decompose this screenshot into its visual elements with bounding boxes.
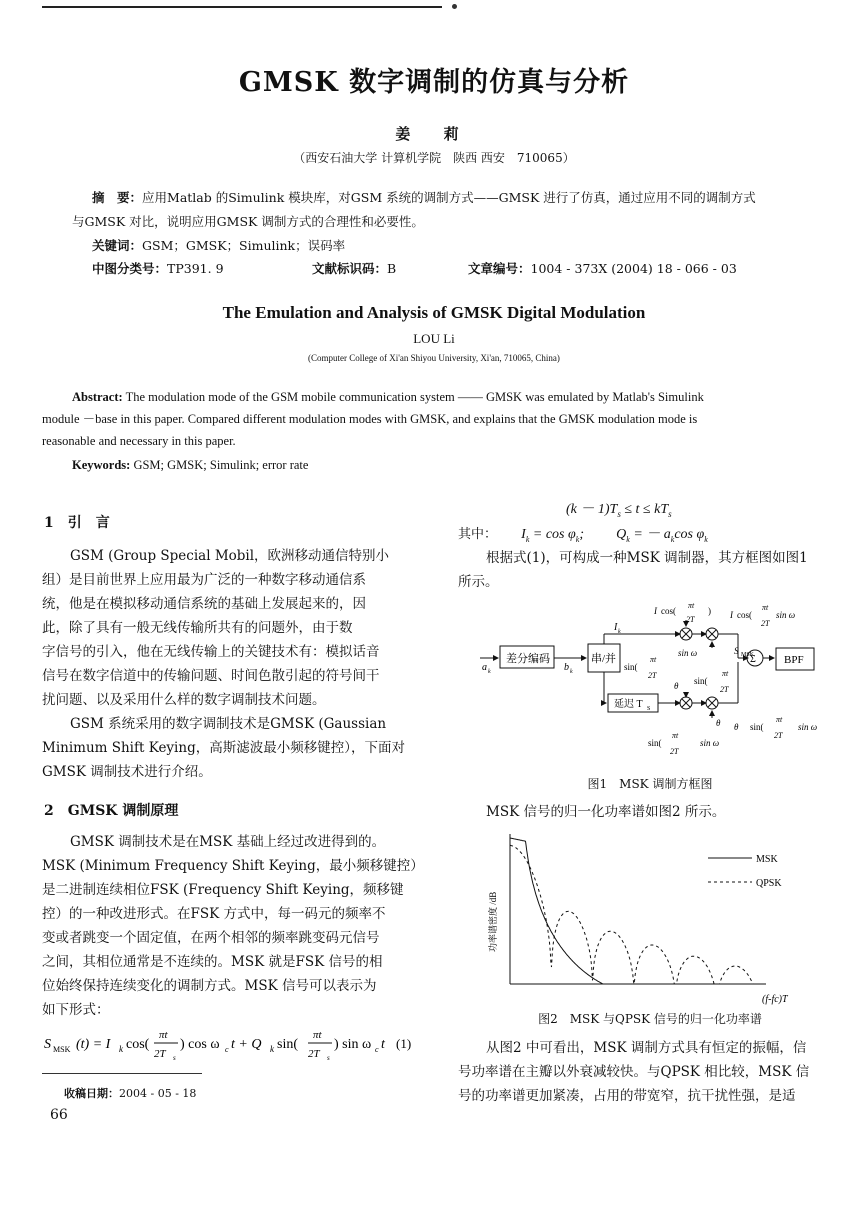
eq1-part-a: (t) = I	[76, 1037, 111, 1052]
eq1-sin: sin(	[277, 1037, 298, 1052]
s1p1-l0: GSM (Group Special Mobil，欧洲移动通信特别小	[70, 548, 390, 564]
eq-time-range: $(k - 1)T_s \le t \le kT_s$	[566, 502, 672, 519]
abstract-en-line3: reasonable and necessary in this paper.	[42, 434, 236, 448]
fig1-theta1: θ	[674, 681, 679, 691]
s1p1-l6: 扰问题、以及采用什么样的数字调制技术问题。	[42, 692, 326, 708]
s2p1-l5: 之间，其相位通常是不连续的。MSK 就是FSK 信号的相	[42, 954, 383, 970]
legend-msk-label: MSK	[756, 854, 778, 865]
right-para2: MSK 信号的归一化功率谱如图2 所示。	[486, 804, 726, 820]
s2p1-l2: 是二进制连续相位FSK (Frequency Shift Keying，频移键	[42, 882, 404, 898]
fig1-smsk-sub: MSK	[741, 652, 755, 658]
fig1-lbl2-pit: πt	[762, 603, 769, 612]
fig1-lbl3-sin: sin(	[624, 662, 638, 672]
fig1-lbl1-close: )	[708, 606, 711, 616]
fig1-serial-parallel: 串/并	[591, 653, 617, 665]
eq-where-label: 其中：	[458, 527, 498, 542]
doc-code-label: 文献标识码：	[312, 261, 388, 276]
s2p1-l4: 变或者跳变一个固定值，在两个相邻的频率跳变码元信号	[42, 930, 380, 946]
fig1-lbl2-2ts: 2T	[761, 619, 770, 628]
section1-heading: 1 引 言	[44, 515, 110, 531]
abstract-en-line1	[72, 386, 840, 408]
series-qpsk-line	[510, 845, 758, 984]
title-en: The Emulation and Analysis of GMSK Digital Modulation	[222, 303, 646, 322]
s1p2-l2: GMSK 调制技术进行介绍。	[42, 764, 212, 780]
eq1-sin-wc: ) sin ω	[334, 1037, 372, 1052]
abstract-cn-text1: 应用Matlab 的Simulink 模块库，对GSM 系统的调制方式——GMSK 进行了仿真，通过应用不同的调制方式	[142, 190, 756, 205]
s1p2-l0: GSM 系统采用的数字调制技术是GMSK (Gaussian	[70, 716, 387, 732]
abstract-en-line2: module －base in this paper. Compared different modulation modes with GMSK, and explains that the GMSK modulation mode is	[42, 412, 698, 426]
equation-1	[42, 1022, 432, 1066]
doc-code	[312, 259, 396, 279]
author-en: LOU Li	[413, 331, 455, 346]
right-para1	[458, 546, 842, 594]
fig1-lbl2-cos: cos(	[737, 610, 752, 620]
eq1-k1: k	[119, 1044, 123, 1054]
eq1-c1: c	[225, 1045, 229, 1054]
fig1-bk: b	[564, 662, 569, 673]
eq-range-a: (k － 1)T	[566, 502, 618, 517]
class-number-label: 中图分类号：	[92, 261, 168, 276]
fig1-delay: 延迟 T	[614, 699, 643, 710]
keywords-en-label: Keywords:	[72, 458, 131, 472]
fig1-lbl7-sin: sin(	[648, 738, 662, 748]
fig1-lbl2-sin: sin ω	[776, 610, 796, 620]
s2p1-l6: 位始终保持连续变化的调制方式。MSK 信号可以表示为	[42, 978, 377, 994]
eq-Q2: = － a	[629, 527, 671, 542]
section2-para1	[42, 830, 428, 1022]
keywords-cn	[92, 236, 345, 256]
abstract-en-label: Abstract:	[72, 390, 123, 404]
fig1-lbl6-2ts: 2T	[774, 731, 783, 740]
s1p1-l3: 此，除了具有一般无线传输所共有的问题外，由于数	[42, 620, 353, 636]
fig1-theta3: θ	[734, 722, 739, 732]
s1p1-l2: 统，他是在模拟移动通信系统的基础上发展起来的，因	[42, 596, 366, 612]
figure2-power-spectrum-chart	[476, 832, 806, 1008]
fig1-lbl5-2ts: 2T	[720, 685, 729, 694]
fig1-lbl1-2ts: 2T	[686, 615, 695, 624]
y-axis-label: 功率谱密度 /dB	[488, 891, 498, 952]
article-number-value: 1004 - 373X (2004) 18 - 066 - 03	[530, 261, 737, 276]
doc-code-value: B	[387, 261, 397, 276]
fig1-Ik: I	[614, 622, 618, 633]
eq1-s1: s	[173, 1054, 176, 1062]
eq1-den1: 2T	[154, 1048, 166, 1060]
fig1-bk-sub: k	[570, 669, 573, 675]
eq-where	[458, 523, 708, 544]
fig1-lbl3-pit: πt	[650, 655, 657, 664]
s2p1-l1: MSK (Minimum Frequency Shift Keying，最小频移键控）	[42, 858, 424, 874]
abstract-cn-line2: 与GMSK 对比，说明应用GMSK 调制方式的合理性和必要性。	[72, 214, 424, 229]
fig1-ak-sub: k	[488, 669, 491, 675]
fig1-lbl5-sin: sin(	[694, 676, 708, 686]
fig1-lbl6-pit: πt	[776, 715, 783, 724]
fig1-delay-sub: S	[647, 706, 651, 712]
s1p2-l1: Minimum Shift Keying，高斯滤波最小频移键控），下面对	[42, 740, 405, 756]
rp3-l2: 号的功率谱更加紧凑，占用的带宽窄，抗干扰性强，是适	[458, 1088, 796, 1104]
eq1-sub: MSK	[53, 1045, 71, 1054]
fig1-sum: Σ	[750, 654, 756, 665]
eq1-part-d: t + Q	[231, 1037, 262, 1052]
affiliation-cn: （西安石油大学 计算机学院 陕西 西安 710065）	[293, 151, 575, 165]
figure2-caption: 图2 MSK 与QPSK 信号的归一化功率谱	[538, 1012, 762, 1026]
rp1-l1: 所示。	[458, 574, 499, 590]
page-number: 66	[50, 1107, 68, 1123]
eq-Q: Q	[616, 527, 627, 542]
series-msk-line	[510, 838, 758, 984]
eq1-S: S	[44, 1037, 51, 1052]
fig1-ak: a	[482, 662, 487, 673]
figure1-caption: 图1 MSK 调制方框图	[587, 777, 713, 791]
eq1-num2: πt	[313, 1029, 322, 1041]
eq1-cos: cos(	[126, 1037, 150, 1052]
s1p1-l4: 字信号的引入，他在无线传输上的关键技术有：模拟话音	[42, 644, 380, 660]
eq1-t: t	[381, 1037, 385, 1052]
affiliation-en: (Computer College of Xi'an Shiyou University, Xi'an, 710065, China)	[308, 353, 560, 363]
class-number	[92, 259, 224, 279]
abstract-en-text1: The modulation mode of the GSM mobile communication system —— GMSK was emulated by Matlab's Simulink	[125, 390, 704, 404]
header-rule	[42, 6, 442, 8]
article-number	[468, 259, 737, 279]
fig1-lbl4-sin: sin ω	[678, 648, 698, 658]
keywords-cn-value: GSM；GMSK；Simulink；误码率	[142, 238, 346, 253]
section1-para1	[42, 544, 428, 784]
eq1-number: (1)	[396, 1036, 412, 1051]
fig1-bpf: BPF	[784, 654, 804, 666]
eq1-s2: s	[327, 1054, 330, 1062]
eq-range-b: ≤ t ≤ kT	[620, 502, 669, 517]
figure1-block-diagram	[458, 596, 842, 768]
fig1-lbl1-I: I	[654, 606, 657, 616]
fig1-lbl7-sin-wc: sin ω	[700, 738, 720, 748]
fig1-lbl7-2ts: 2T	[670, 747, 679, 756]
keywords-cn-label: 关键词：	[92, 238, 143, 253]
fig1-lbl5-pit: πt	[722, 669, 729, 678]
keywords-en-value: GSM; GMSK; Simulink; error rate	[133, 458, 309, 472]
eq-where-I: $I_k = \cos \varphi_k$;	[521, 527, 584, 544]
eq1-c2: c	[375, 1045, 379, 1054]
eq1-den2: 2T	[308, 1048, 320, 1060]
s1p1-l1: 组）是目前世界上应用最为广泛的一种数字移动通信系	[42, 572, 366, 588]
received-date	[64, 1085, 196, 1101]
fig1-theta2: θ	[716, 718, 721, 728]
fig1-lbl7-pit: πt	[672, 731, 679, 740]
fig1-lbl3-2ts: 2T	[648, 671, 657, 680]
x-axis-label: (f-fc)T	[762, 994, 788, 1005]
abstract-cn-line1	[92, 188, 832, 208]
fig1-lbl1-pit: πt	[688, 601, 695, 610]
keywords-en	[72, 454, 308, 476]
s2p1-l0: GMSK 调制技术是在MSK 基础上经过改进得到的。	[70, 834, 386, 850]
author-cn: 姜 莉	[395, 125, 473, 143]
abstract-cn-label: 摘 要：	[92, 190, 143, 205]
s1p1-l5: 信号在数字信道中的传输问题、时间色散引起的符号间干	[42, 668, 380, 684]
class-number-value: TP391. 9	[167, 261, 224, 276]
fig1-lbl2-I: I	[730, 610, 733, 620]
eq1-num1: πt	[159, 1029, 168, 1041]
eq-I2: = cos φ	[529, 527, 576, 542]
article-number-label: 文章编号：	[468, 261, 531, 276]
fig1-lbl6-sin: sin(	[750, 722, 764, 732]
received-value: 2004 - 05 - 18	[119, 1087, 197, 1100]
eq-Q3: cos φ	[674, 527, 705, 542]
right-para3	[458, 1036, 842, 1108]
s2p1-l3: 控）的一种改进形式。在FSK 方式中，每一码元的频率不	[42, 906, 386, 922]
rp1-l0: 根据式(1)，可构成一种MSK 调制器，其方框图如图1	[486, 550, 808, 566]
legend-qpsk-label: QPSK	[756, 878, 782, 889]
footnote-rule	[42, 1073, 202, 1074]
section2-heading: 2 GMSK 调制原理	[44, 803, 179, 819]
received-label: 收稿日期：	[64, 1087, 119, 1100]
eq-where-Q: $Q_k$ = － $a_k\cos$ $\varphi_k$	[616, 527, 708, 544]
eq-I: I	[521, 527, 526, 542]
fig1-diff-encode: 差分编码	[506, 653, 550, 665]
fig1-lbl1-cos: cos(	[661, 606, 676, 616]
s2p1-l7: 如下形式：	[42, 1002, 110, 1018]
eq1-cos-wc: ) cos ω	[180, 1037, 220, 1052]
title-cn: GMSK 数字调制的仿真与分析	[238, 67, 630, 98]
fig1-Ik-sub: k	[618, 629, 621, 635]
fig1-smsk: S	[734, 646, 739, 656]
rp3-l0: 从图2 中可看出，MSK 调制方式具有恒定的振幅，信	[486, 1040, 807, 1056]
fig1-lbl6-sin-wc: sin ω	[798, 722, 818, 732]
rp3-l1: 号功率谱在主瓣以外衰减较快。与QPSK 相比较，MSK 信	[458, 1064, 810, 1080]
header-rule-dot	[452, 4, 457, 9]
abstract-cn	[92, 188, 832, 208]
eq1-k2: k	[270, 1044, 274, 1054]
